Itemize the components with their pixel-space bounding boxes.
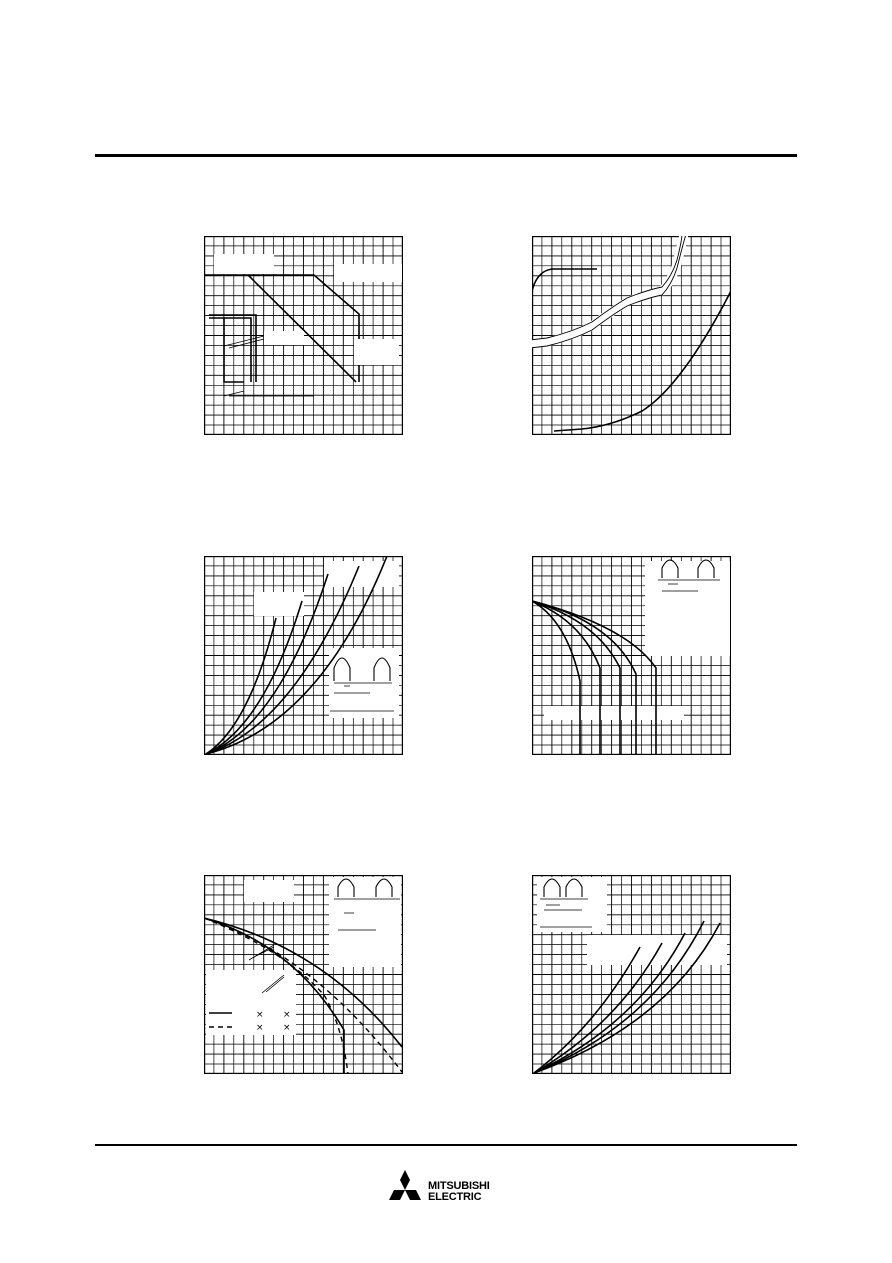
chart-5-legend-x1: × xyxy=(256,1010,264,1020)
chart-1-series-1 xyxy=(204,275,359,382)
brand-line-1: MITSUBISHI xyxy=(428,1180,490,1192)
footer-rule xyxy=(95,1144,797,1146)
chart-5-legend-x2: × xyxy=(283,1010,291,1020)
chart-5 xyxy=(204,875,403,1074)
chart-2-series-2 xyxy=(554,291,731,431)
chart-4-series-1 xyxy=(532,601,580,755)
chart-6-plot xyxy=(532,875,731,1074)
chart-3-plot xyxy=(204,556,403,755)
chart-1-series-2 xyxy=(248,275,356,382)
chart-3-label-bg xyxy=(254,592,304,616)
chart-1-plot xyxy=(204,236,403,435)
chart-3-series-1 xyxy=(206,618,276,754)
chart-6 xyxy=(532,875,731,1074)
chart-1-series-3 xyxy=(209,315,256,382)
chart-5-legend-x4: × xyxy=(283,1023,291,1033)
chart-4-plot xyxy=(532,556,731,755)
chart-3 xyxy=(204,556,403,755)
chart-1-label-box-4 xyxy=(264,331,304,345)
chart-1-label-box-3 xyxy=(214,254,274,274)
chart-6-inset-bg xyxy=(537,877,607,932)
chart-4-inset-bg xyxy=(645,561,730,656)
chart-4 xyxy=(532,556,731,755)
chart-3-label-bg-2 xyxy=(324,561,399,587)
brand-line-2: ELECTRIC xyxy=(428,1191,482,1203)
chart-6-label-bg xyxy=(587,935,727,965)
chart-4-series-5 xyxy=(532,601,656,755)
chart-1 xyxy=(204,236,403,435)
chart-5-plot xyxy=(204,875,403,1074)
chart-5-label-bg xyxy=(244,880,294,902)
chart-5-inset-bg xyxy=(329,877,401,967)
chart-1-label-box-2 xyxy=(334,264,402,282)
chart-5-legend-x3: × xyxy=(256,1023,264,1033)
chart-1-label-box xyxy=(354,339,399,365)
chart-4-series-3 xyxy=(532,601,620,755)
brand-wordmark xyxy=(428,1181,490,1203)
header-rule xyxy=(95,154,797,157)
chart-4-label-bg xyxy=(544,706,684,720)
chart-2 xyxy=(532,236,731,435)
chart-2-plot xyxy=(532,236,731,435)
